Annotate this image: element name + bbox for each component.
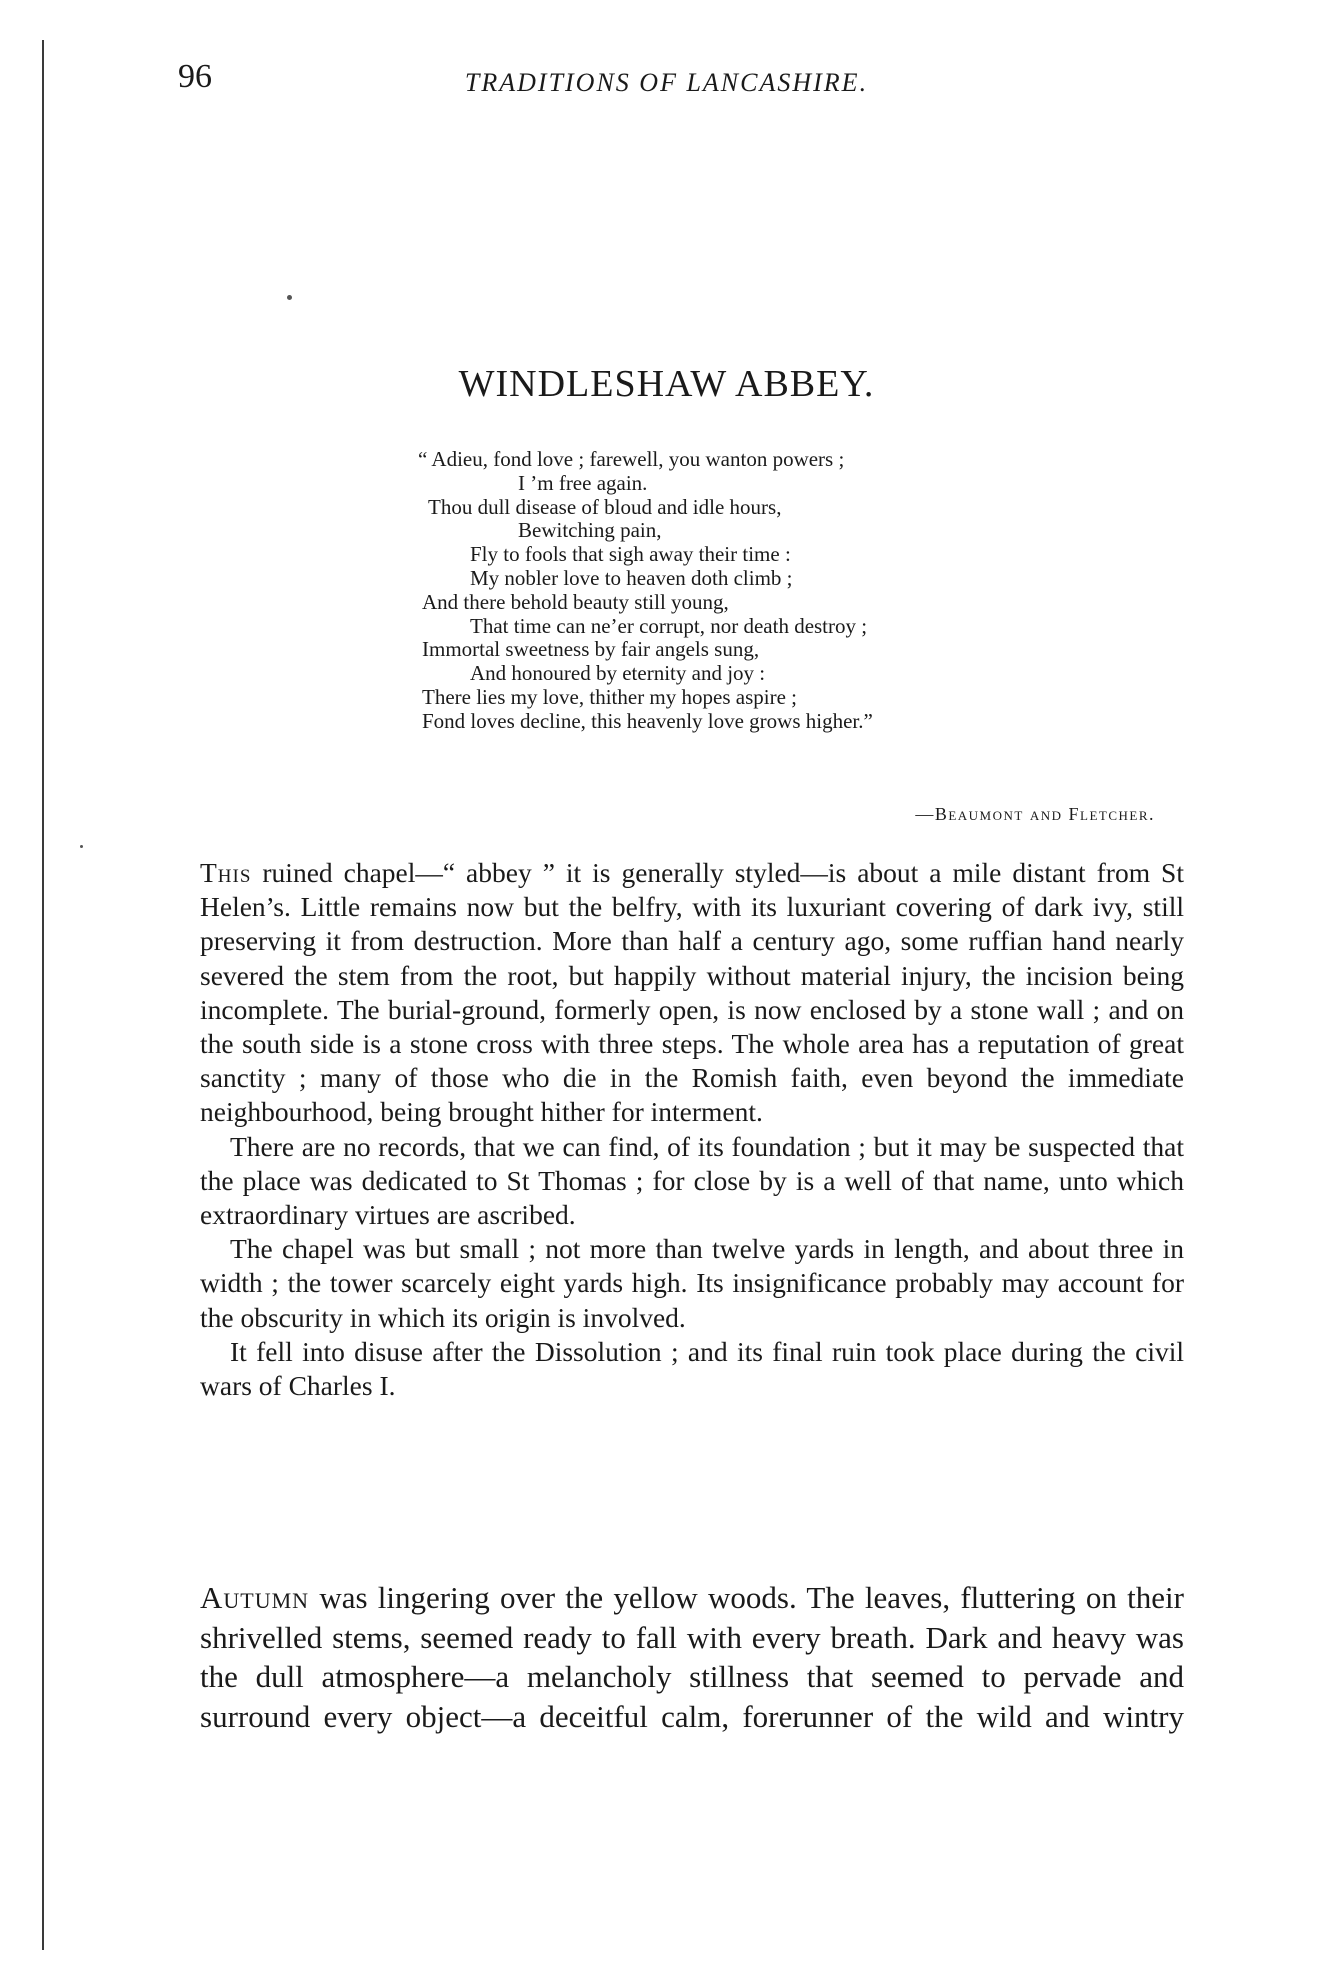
page-number: 96 — [178, 58, 212, 95]
poem-line: And honoured by eternity and joy : — [470, 661, 766, 686]
poem-line: And there behold beauty still young, — [422, 589, 729, 614]
poem-line: Fond loves decline, this heavenly love grows higher.” — [422, 708, 873, 733]
print-speck — [287, 295, 292, 300]
poem-line: Bewitching pain, — [518, 518, 662, 543]
narrative-paragraph — [200, 1578, 1184, 1736]
page-binding-edge — [42, 40, 44, 1950]
paragraph-text: was lingering over the yellow woods. The leaves, fluttering on their shrivelled stems, seemed ready to fall with every breath. Dark and heavy was the dull atmosphere—a melancholy stillness that seemed to pervade and surround every object—a deceitful calm, forerunner of the wild and wintry — [200, 1580, 1184, 1734]
paragraph-lead-word: Autumn — [200, 1580, 310, 1615]
paragraph-text: ruined chapel—“ abbey ” it is generally styled—is about a mile distant from St Helen’s. Little remains now but the belfry, with its luxuriant covering of dark ivy, still preserving it from destruction. More than half a century ago, some ruffian hand nearly severed the stem from the root, but happily without material injury, the incision being incomplete. The burial-ground, formerly open, is now enclosed by a stone wall ; and on the south side is a stone cross with three steps. The whole area has a reputation of great sanctity ; many of those who die in the Romish faith, even beyond the immediate neighbourhood, being brought hither for interment. — [200, 857, 1184, 1128]
poem-line: Fly to fools that sigh away their time : — [470, 542, 791, 567]
poem-line: “ Adieu, fond love ; farewell, you wanton powers ; — [418, 447, 845, 471]
introductory-note — [200, 856, 1184, 1403]
paragraph-lead-word: This — [200, 857, 252, 888]
poem-line: There lies my love, thither my hopes aspire ; — [422, 684, 797, 709]
intro-paragraph — [200, 856, 1184, 1130]
epigraph-attribution: —Beaumont and Fletcher. — [915, 804, 1155, 824]
poem-line: That time can ne’er corrupt, nor death destroy ; — [470, 613, 868, 638]
intro-paragraph: The chapel was but small ; not more than twelve yards in length, and about three in width ; the tower scarcely eight yards high. Its insignificance probably may account for the obscurity in which its origin is involved. — [200, 1233, 1184, 1333]
intro-paragraph: It fell into disuse after the Dissolution ; and its final ruin took place during the civil wars of Charles I. — [200, 1335, 1184, 1402]
chapter-title: WINDLESHAW ABBEY. — [458, 363, 875, 405]
running-head: TRADITIONS OF LANCASHIRE. — [464, 68, 869, 97]
print-speck — [80, 845, 83, 848]
intro-paragraph: There are no records, that we can find, of its foundation ; but it may be suspected that the place was dedicated to St Thomas ; for close by is a well of that name, unto which extraordinary virtues are ascribed. — [200, 1130, 1184, 1231]
poem-line: Thou dull disease of bloud and idle hours, — [428, 494, 782, 519]
epigraph-poem — [418, 448, 1178, 734]
poem-line: Immortal sweetness by fair angels sung, — [422, 637, 760, 662]
poem-line: I ’m free again. — [518, 470, 648, 495]
poem-line: My nobler love to heaven doth climb ; — [470, 565, 793, 590]
